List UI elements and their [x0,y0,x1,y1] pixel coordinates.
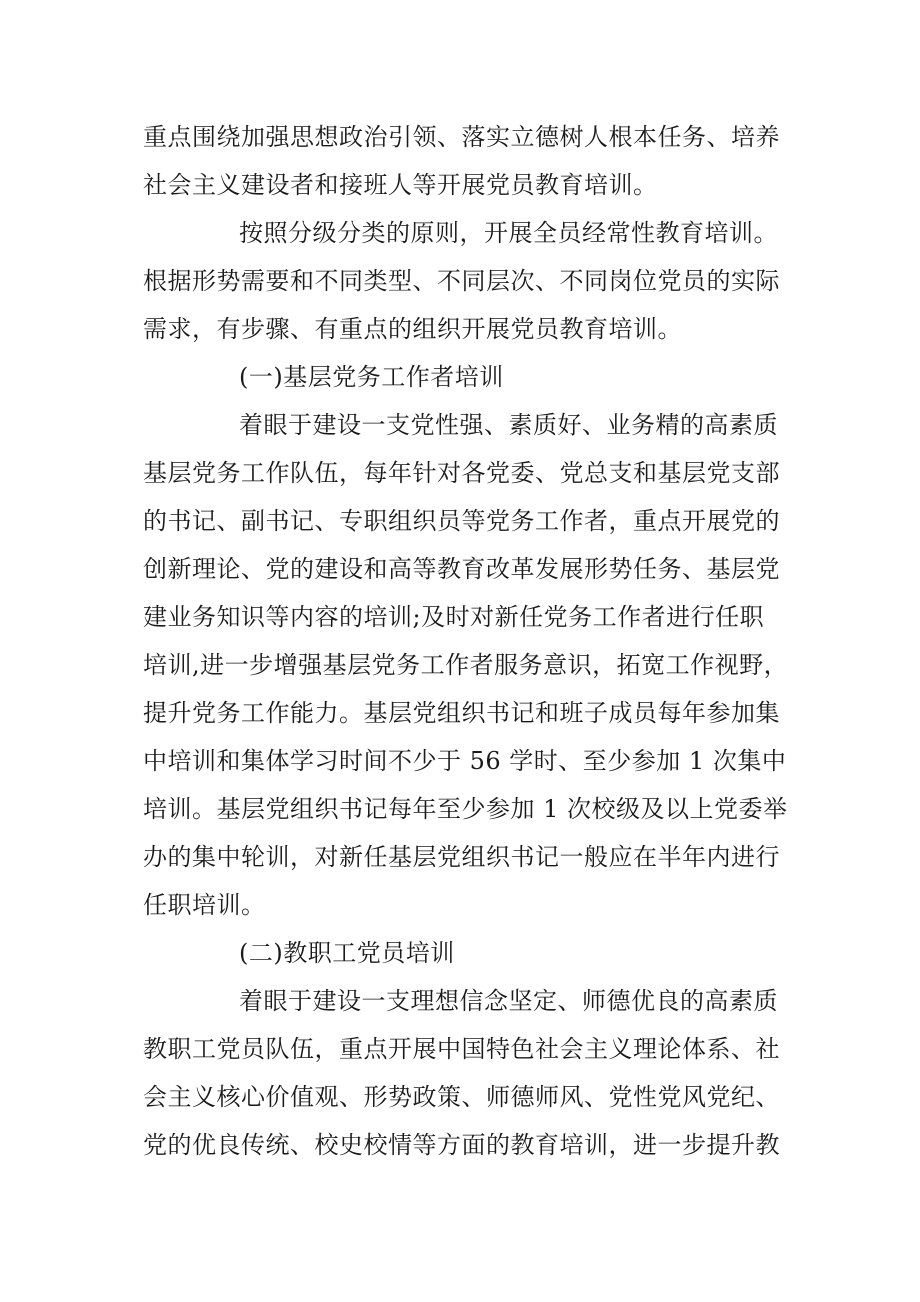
section-heading-1: (一)基层党务工作者培训 [239,363,504,391]
text-line: 需求，有步骤、有重点的组织开展党员教育培训。 [143,315,682,343]
text-line: 建业务知识等内容的培训;及时对新任党务工作者进行任职 [143,603,765,631]
paragraph-start-line: 按照分级分类的原则，开展全员经常性教育培训。 [239,219,778,247]
text-line: 的书记、副书记、专职组织员等党务工作者，重点开展党的 [143,507,780,535]
text-line: 社会主义建设者和接班人等开展党员教育培训。 [143,171,658,199]
paragraph-start-line: 着眼于建设一支理想信念坚定、师德优良的高素质 [239,987,778,1015]
text-line: 教职工党员队伍，重点开展中国特色社会主义理论体系、社 [143,1035,780,1063]
section-heading-2: (二)教职工党员培训 [239,939,455,967]
text-line: 任职培训。 [143,891,266,919]
text-line: 会主义核心价值观、形势政策、师德师风、党性党风党纪、 [143,1083,780,1111]
paragraph-start-line: 着眼于建设一支党性强、素质好、业务精的高素质 [239,411,778,439]
text-line: 培训。基层党组织书记每年至少参加 1 次校级及以上党委举 [143,795,788,823]
text-line: 中培训和集体学习时间不少于 56 学时、至少参加 1 次集中 [143,747,787,775]
text-line: 创新理论、党的建设和高等教育改革发展形势任务、基层党 [143,555,780,583]
text-line: 根据形势需要和不同类型、不同层次、不同岗位党员的实际 [143,267,780,295]
text-line: 培训,进一步增强基层党务工作者服务意识，拓宽工作视野， [143,651,789,679]
text-line: 提升党务工作能力。基层党组织书记和班子成员每年参加集 [143,699,780,727]
text-line: 办的集中轮训，对新任基层党组织书记一般应在半年内进行 [143,843,780,871]
text-line: 党的优良传统、校史校情等方面的教育培训，进一步提升教 [143,1131,780,1159]
text-line: 重点围绕加强思想政治引领、落实立德树人根本任务、培养 [143,123,780,151]
text-line: 基层党务工作队伍，每年针对各党委、党总支和基层党支部 [143,459,780,487]
